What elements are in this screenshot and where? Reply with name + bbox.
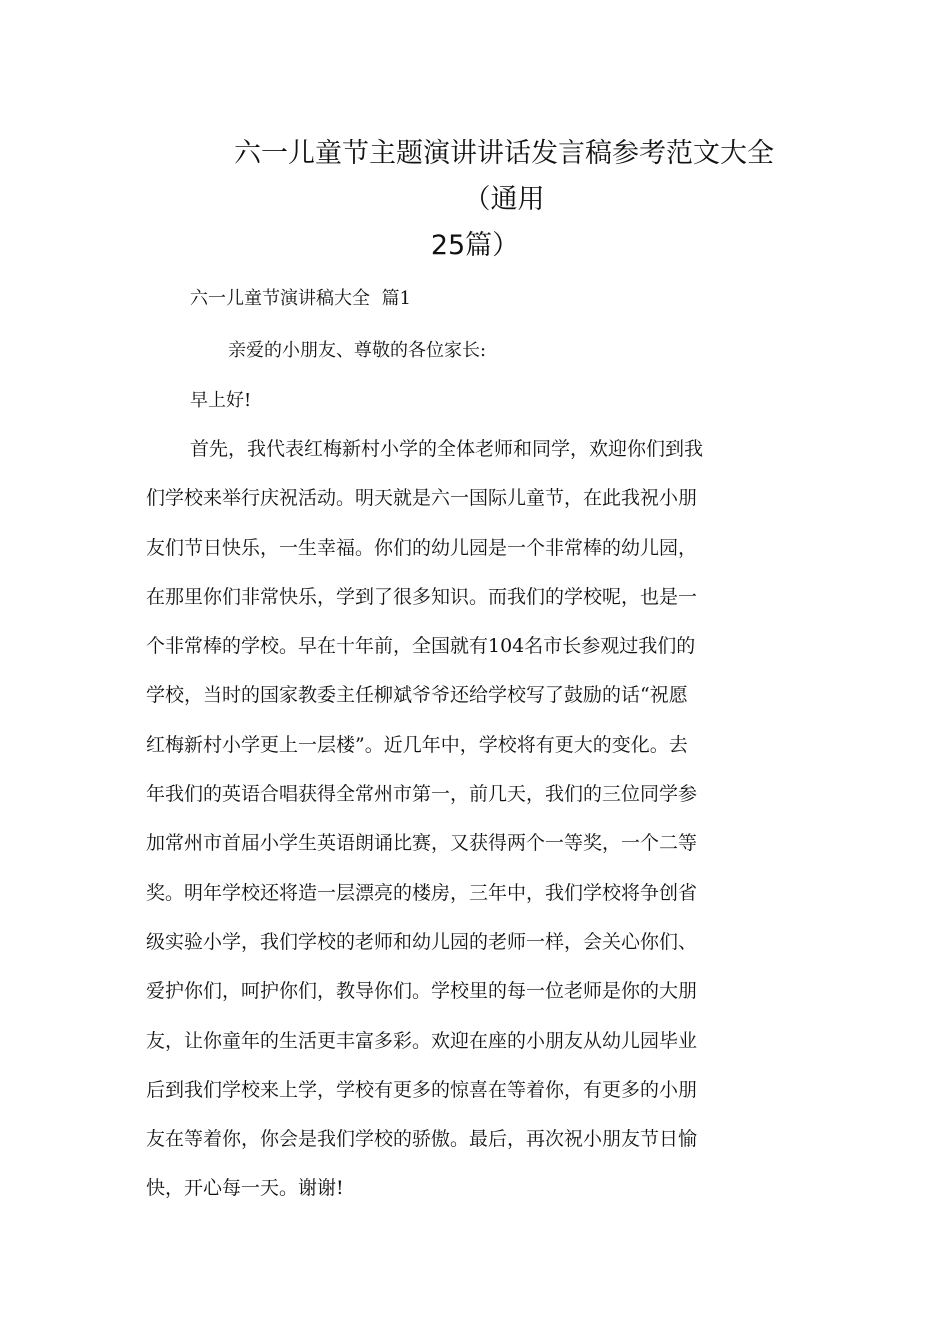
- paragraph-line: 年我们的英语合唱获得全常州市第一，前几天，我们的三位同学参: [146, 783, 698, 806]
- paragraph-line: 红梅新村小学更上一层楼”。近几年中，学校将有更大的变化。去: [146, 733, 688, 756]
- paragraph-line: 后到我们学校来上学，学校有更多的惊喜在等着你，有更多的小朋: [146, 1078, 698, 1101]
- paragraph-line: 们学校来举行庆祝活动。明天就是六一国际儿童节，在此我祝小朋: [146, 487, 698, 510]
- paragraph-line: 快，开心每一天。谢谢!: [146, 1177, 344, 1200]
- paragraph-line: 级实验小学，我们学校的老师和幼儿园的老师一样，会关心你们、: [146, 930, 698, 953]
- paragraph-line: 友在等着你，你会是我们学校的骄傲。最后，再次祝小朋友节日愉: [146, 1128, 698, 1151]
- title-line-2: 25篇）: [430, 230, 520, 261]
- document-title: [150, 131, 800, 269]
- paragraph-line: 爱护你们，呵护你们，教导你们。学校里的每一位老师是你的大朋: [146, 980, 698, 1003]
- paragraph-line: 在那里你们非常快乐，学到了很多知识。而我们的学校呢，也是一: [146, 585, 698, 608]
- body-paragraph: [146, 434, 703, 1223]
- paragraph-line: 学校，当时的国家教委主任柳斌爷爷还给学校写了鼓励的话“祝愿: [146, 684, 688, 707]
- paragraph-line: 个非常棒的学校。早在十年前，全国就有104名市长参观过我们的: [146, 635, 696, 658]
- paragraph-line: 首先，我代表红梅新村小学的全体老师和同学，欢迎你们到我: [190, 438, 704, 460]
- paragraph-line: 友们节日快乐，一生幸福。你们的幼儿园是一个非常棒的幼儿园，: [146, 536, 698, 559]
- paragraph-line: 友，让你童年的生活更丰富多彩。欢迎在座的小朋友从幼儿园毕业: [146, 1029, 698, 1052]
- section-heading: 六一儿童节演讲稿大全 篇1: [190, 288, 411, 309]
- greeting: 亲爱的小朋友、尊敬的各位家长:: [228, 340, 487, 361]
- paragraph-line: 加常州市首届小学生英语朗诵比赛，又获得两个一等奖，一个二等: [146, 832, 698, 855]
- salute: 早上好!: [190, 390, 252, 411]
- paragraph-line: 奖。明年学校还将造一层漂亮的楼房，三年中，我们学校将争创省: [146, 881, 698, 904]
- title-line-1: 六一儿童节主题演讲讲话发言稿参考范文大全（通用: [234, 138, 774, 215]
